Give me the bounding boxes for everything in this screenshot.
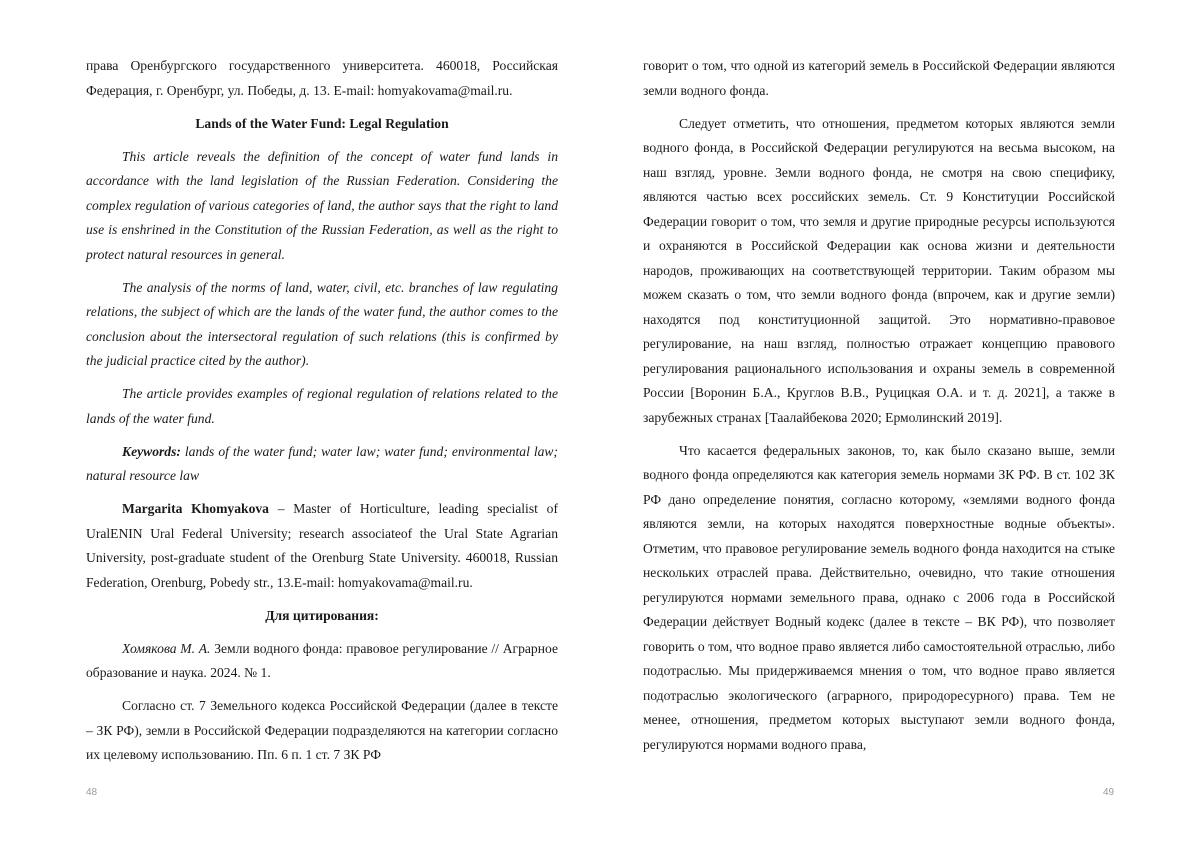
author-name: Margarita Khomyakova (122, 501, 269, 516)
keywords-text: lands of the water fund; water law; water fund; environmental law; natural resource law (86, 443, 558, 483)
author-description: – Master of Horticulture, leading specialist of UralENIN Ural Federal University; research associateof the Ural State Agrarian University, post-graduate student of the Orenburg State University. 460018, Russian Federation, Orenburg, Pobedy str., 13.E-mail: homyakovama@mail.ru. (86, 501, 558, 590)
body-paragraph: Что касается федеральных законов, то, как было сказано выше, земли водного фонда определяются как категория земель нормами ЗК РФ. В ст. 102 ЗК РФ дано определение понятия, согласно которому, «землями водного фонда являются земли, на которых находятся поверхностные водные объекты». Отметим, что правовое регулирование земель водного фонда находится на стыке нескольких отраслей права. Действительно, очевидно, что такие отношения регулируются нормами земельного права, однако с 2006 года в Российской Федерации действует Водный кодекс (далее в тексте – ВК РФ), что позволяет говорить о том, что водное право является либо самостоятельной отраслью, либо подотраслью. Мы придерживаемся мнения о том, что водное право является подотраслью экологического (аграрного, природоресурного) права. Тем не менее, отношения, предметом которых выступают земли водного фонда, регулируются нормами водного права, (643, 442, 1115, 752)
left-page (86, 54, 558, 794)
abstract-paragraph: This article reveals the definition of the concept of water fund lands in accordance with the land legislation of the Russian Federation. Considering the complex regulation of various categories of land, the author says that the right to land use is enshrined in the Constitution of the Russian Federation, as well as the right to protect natural resources in general. (86, 148, 558, 262)
citation-text: Земли водного фонда: правовое регулирование // Аграрное образование и наука. 2024. № 1. (86, 640, 558, 680)
citation-paragraph (86, 637, 558, 686)
author-info-paragraph (86, 497, 558, 595)
citation-author: Хомякова М. А. (122, 640, 211, 656)
english-title: Lands of the Water Fund: Legal Regulation (195, 115, 449, 131)
keywords-paragraph (86, 440, 558, 489)
body-paragraph: Следует отметить, что отношения, предметом которых являются земли водного фонда, в Российской Федерации регулируются на весьма высоком, на наш взгляд, уровне. Земли водного фонда, не смотря на свою специфику, являются частью всех российских земель. Ст. 9 Конституции Российской Федерации говорит о том, что земля и другие природные ресурсы используются и охраняются в Российской Федерации как основа жизни и деятельности народов, проживающих на соответствующей территории. Таким образом мы можем сказать о том, что земли водного фонда (впрочем, как и другие земли) находятся под конституционной защитой. Это нормативно-правовое регулирование, на наш взгляд, полностью отражает концепцию правового регулирования рационального использования и охраны земель в современной России [Воронин Б.А., Круглов В.В., Руцицкая О.А. и т. д. 2021], а также в зарубежных странах [Таалайбекова 2020; Ермолинский 2019]. (643, 115, 1115, 425)
page-number-right: 49 (1103, 787, 1115, 798)
keywords-label: Keywords: (122, 443, 181, 459)
abstract-paragraph: The analysis of the norms of land, water, civil, etc. branches of law regulating relations, the subject of which are the lands of the water fund, the author comes to the conclusion about the intersectoral regulation of such relations (this is confirmed by the judicial practice cited by the author). (86, 279, 558, 368)
citation-heading: Для цитирования: (265, 607, 379, 623)
affiliation-text: права Оренбургского государственного университета. 460018, Российская Федерация, г. Оренбург, ул. Победы, д. 13. E-mail: homyakovama@mail.ru. (86, 58, 558, 98)
page-number-left: 48 (86, 787, 98, 798)
body-paragraph: Согласно ст. 7 Земельного кодекса Российской Федерации (далее в тексте – ЗК РФ), земли в Российской Федерации подразделяются на категории согласно их целевому использованию. Пп. 6 п. 1 ст. 7 ЗК РФ (86, 698, 558, 762)
right-page (643, 54, 1115, 794)
body-paragraph: говорит о том, что одной из категорий земель в Российской Федерации являются земли водного фонда. (643, 58, 1115, 98)
abstract-paragraph: The article provides examples of regional regulation of relations related to the lands of the water fund. (86, 386, 558, 426)
